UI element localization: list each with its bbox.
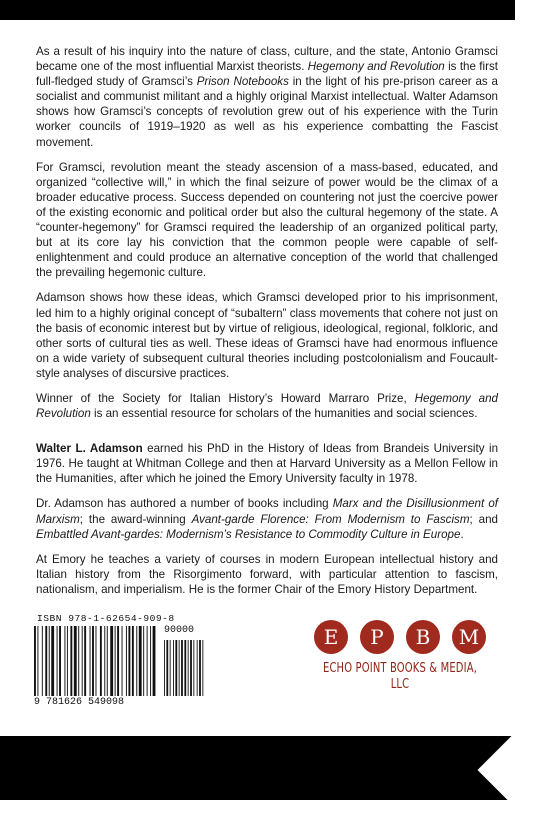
author-bio-paragraph-2: Dr. Adamson has authored a number of books including Marx and the Disillusionment of Marxism; the award-winning Avant-garde Florence: From Modernism to Fascism; and Embattled Avant-gardes: Modernism’s Resistance to Commodity Culture in Europe.: [36, 497, 499, 541]
top-border: [0, 0, 533, 20]
logo-circle-p: P: [360, 620, 394, 654]
logo-circle-m: M: [452, 620, 486, 654]
publisher-name: ECHO POINT BOOKS & MEDIA, LLC: [322, 660, 478, 692]
book-title: Avant-garde Florence: From Modernism to Fascism: [191, 512, 470, 526]
publisher-logo: [300, 620, 500, 700]
barcode-bars: [34, 626, 206, 696]
logo-circle-e: E: [314, 620, 348, 654]
description-paragraph-1: As a result of his inquiry into the nature of class, culture, and the state, Antonio Gramsci became one of the most influential Marxist theorists. Hegemony and Revolution is the first full-fledged study of Gramsci’s Prison Notebooks in the light of his pre-prison career as a socialist and communist militant and a highly original Marxist intellectual. Walter Adamson shows how Gramsci’s concepts of revolution grew out of his experience with the Turin worker councils of 1919–1920 as well as his experience combatting the Fascist movement.: [36, 45, 498, 149]
book-title: Marx and the Disillusionment of Marxism: [36, 497, 499, 526]
author-bio-paragraph-3: At Emory he teaches a variety of courses in modern European intellectual history and Italian history from the Risorgimento forward, with particular attention to fascism, nationalism, and imperialism. He is the former Chair of the Emory History Department.: [36, 552, 498, 596]
isbn-barcode: [30, 613, 210, 708]
barcode-number: 9 781626 549098: [34, 697, 125, 708]
logo-circle-b: B: [406, 620, 440, 654]
top-border-notch: [515, 0, 533, 20]
back-cover-text: [36, 44, 498, 607]
book-title: Hegemony and Revolution: [36, 391, 498, 421]
book-title: Hegemony and Revolution: [307, 60, 445, 74]
book-title: Embattled Avant-gardes: Modernism’s Resistance to Commodity Culture in Europe: [36, 527, 461, 541]
description-paragraph-3: Adamson shows how these ideas, which Gramsci developed prior to his imprisonment, led him to a highly original concept of “subaltern” class movements that cohere not just on the basis of economic interest but by virtue of religious, ideological, regional, folkloric, and other sorts of cultural ties as well. These ideas of Gramsci have had enormous influence on a wide variety of subsequent cultural theories including postcolonialism and Foucault-style analyses of discursive practices.: [36, 291, 498, 380]
description-paragraph-4: Winner of the Society for Italian History’s Howard Marraro Prize, Hegemony and Revolution is an essential resource for scholars of the humanities and social sciences.: [36, 391, 498, 421]
price-code: 90000: [164, 625, 195, 636]
book-title: Prison Notebooks: [196, 75, 289, 89]
bottom-border: [0, 736, 533, 800]
author-name: Walter L. Adamson: [36, 442, 143, 456]
author-bio-paragraph-1: Walter L. Adamson earned his PhD in the History of Ideas from Brandeis University in 1976. He taught at Whitman College and then at Harvard University as a Mellon Fellow in the Humanities, after which he joined the Emory University faculty in 1978.: [36, 442, 499, 486]
logo-circles: [300, 620, 500, 654]
isbn-label: ISBN 978-1-62654-909-8: [37, 613, 175, 624]
description-paragraph-2: For Gramsci, revolution meant the steady ascension of a mass-based, educated, and organized “collective will,” in which the final seizure of power would be the climax of a broader educative process. Success depended on countering not just the coercive power of the existing economic and political order but also the cultural hegemony of the state. A “counter-hegemony” for Gramsci required the leadership of an organized political party, but at its core lay his conviction that the common people were capable of self-enlightenment and could produce an alternative conception of the world that challenged the prevailing hegemonic culture.: [36, 160, 498, 280]
